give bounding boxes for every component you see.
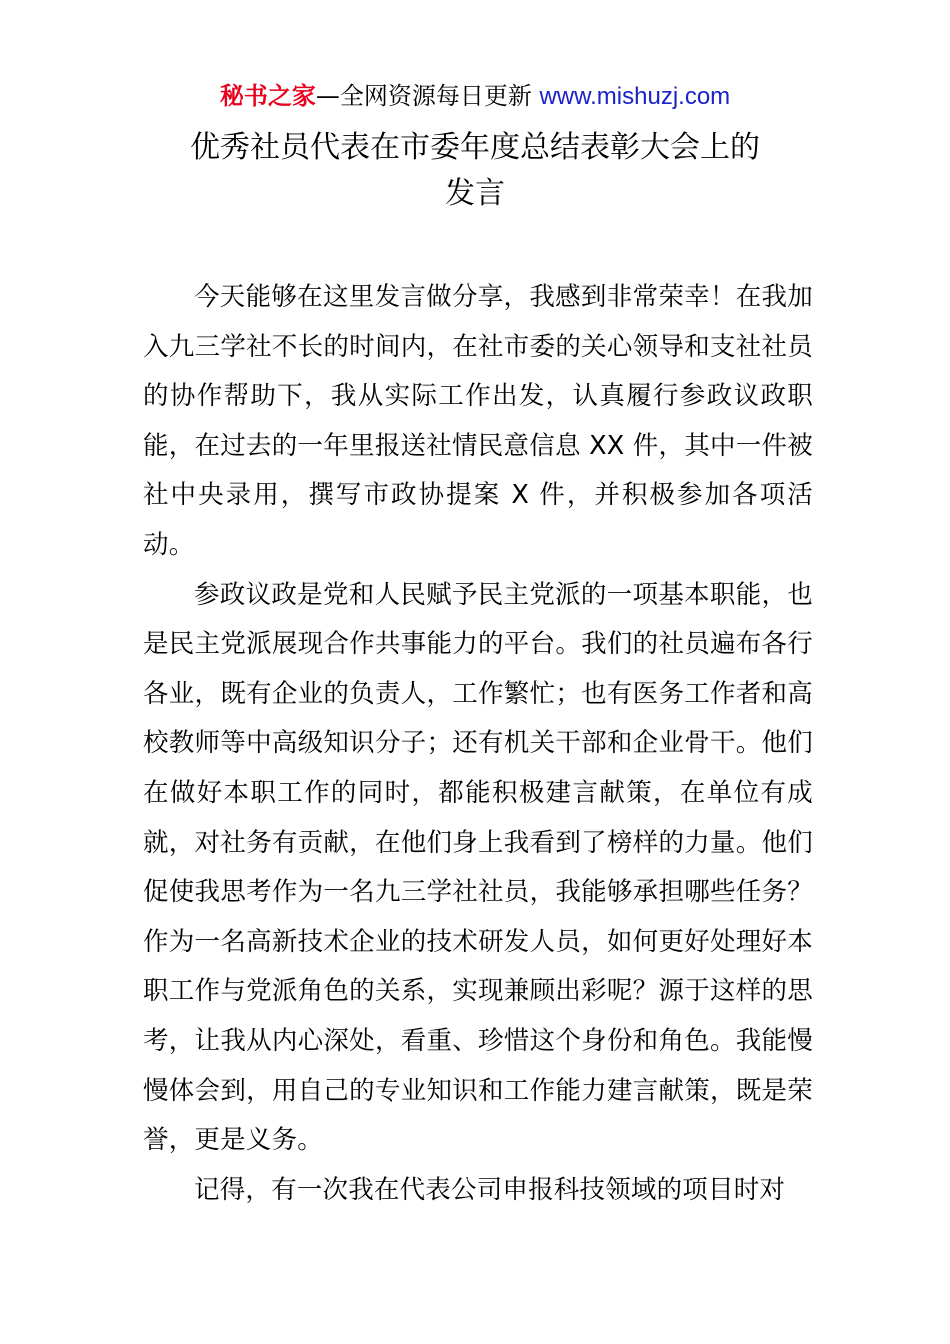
title-line-2: 发言	[445, 176, 505, 211]
site-url[interactable]: www.mishuzj.com	[539, 83, 731, 110]
title-line-1: 优秀社员代表在市委年度总结表彰大会上的	[190, 130, 760, 165]
document-body	[143, 273, 813, 1215]
site-header	[0, 80, 950, 113]
header-tagline: —全网资源每日更新	[315, 82, 540, 110]
document-title	[100, 125, 850, 217]
paragraph-2: 参政议政是党和人民赋予民主党派的一项基本职能，也是民主党派展现合作共事能力的平台。我们的社员遍布各行各业，既有企业的负责人，工作繁忙；也有医务工作者和高校教师等中高级知识分子；还有机关干部和企业骨干。他们在做好本职工作的同时，都能积极建言献策，在单位有成就，对社务有贡献，在他们身上我看到了榜样的力量。他们促使我思考作为一名九三学社社员，我能够承担哪些任务？作为一名高新技术企业的技术研发人员，如何更好处理好本职工作与党派角色的关系，实现兼顾出彩呢？源于这样的思考，让我从内心深处，看重、珍惜这个身份和角色。我能慢慢体会到，用自己的专业知识和工作能力建言献策，既是荣誉，更是义务。	[143, 579, 813, 1156]
brand-name: 秘书之家	[219, 82, 316, 110]
paragraph-1: 今天能够在这里发言做分享，我感到非常荣幸！在我加入九三学社不长的时间内，在社市委的关心领导和支社社员的协作帮助下，我从实际工作出发，认真履行参政议政职能，在过去的一年里报送社情民意信息 XX 件，其中一件被社中央录用，撰写市政协提案 X 件，并积极参加各项活动。	[143, 282, 813, 560]
paragraph-3: 记得，有一次我在代表公司申报科技领域的项目时对	[194, 1174, 786, 1205]
